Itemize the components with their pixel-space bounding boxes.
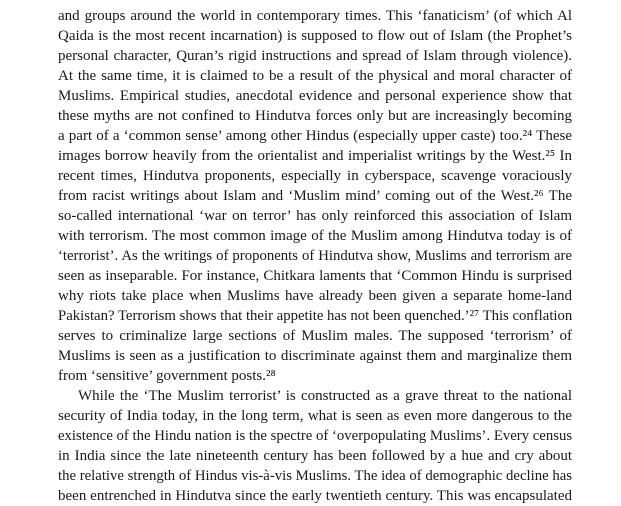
text-line: from ‘sensitive’ government posts.²⁸ <box>58 368 276 384</box>
text-line: images borrow heavily from the orientalist and imperialist writings by the West.²⁵ In <box>58 148 572 164</box>
text-line: a part of a ‘common sense’ among other Hindus (especially upper caste) too.²⁴ These <box>58 128 572 144</box>
text-line: Muslims. Empirical studies, anecdotal evidence and personal experience show that <box>58 88 572 104</box>
text-line: Muslims is seen as a justification to discriminate against them and marginalize them <box>58 348 572 364</box>
text-line: and groups around the world in contemporary times. This ‘fanaticism’ (of which Al <box>58 8 572 24</box>
text-line: from racist writings about Islam and ‘Muslim mind’ coming out of the West.²⁶ The <box>58 188 572 204</box>
paragraph-islam-myths <box>58 6 572 386</box>
text-line: seen as inseparable. For instance, Chitkara laments that ‘Common Hindu is surprised <box>58 268 572 284</box>
text-line: the relative strength of Hindus vis-à-vis Muslims. The idea of demographic decline has <box>58 468 572 484</box>
text-line: At the same time, it is claimed to be a result of the physical and moral character of <box>58 68 572 84</box>
document-page <box>58 6 572 506</box>
text-line: these myths are not confined to Hindutva forces only but are increasingly becoming <box>58 108 572 124</box>
text-line: been entrenched in Hindutva since the early twentieth century. This was encapsulated <box>58 488 572 504</box>
text-line: While the ‘The Muslim terrorist’ is constructed as a grave threat to the national <box>78 388 572 404</box>
text-line: why riots take place when Muslims have already been given a separate home-land <box>58 288 572 304</box>
paragraph-muslim-terrorist <box>58 386 572 506</box>
text-line: in India since the late nineteenth century has been followed by a hue and cry about <box>58 448 572 464</box>
text-line: recent times, Hindutva proponents, especially in cyberspace, scavenge voraciously <box>58 168 572 184</box>
text-line: with terrorism. The most common image of the Muslim among Hindutva today is of <box>58 228 572 244</box>
text-line: Pakistan? Terrorism shows that their appetite has not been quenched.’²⁷ This conflation <box>58 308 573 324</box>
text-line: personal character, Quran’s rigid instructions and spread of Islam through violence). <box>58 48 572 64</box>
text-line: serves to criminalize large sections of Muslim males. The supposed ‘terrorism’ of <box>58 328 572 344</box>
text-line: Qaida is the most recent incarnation) is supposed to flow out of Islam (the Prophet’s <box>58 28 572 44</box>
text-line: so-called international ‘war on terror’ has only reinforced this association of Islam <box>58 208 572 224</box>
text-line: existence of the Hindu nation is the spectre of ‘overpopulating Muslims’. Every census <box>58 428 573 444</box>
text-line: security of India today, in the long term, what is seen as even more dangerous to the <box>58 408 572 424</box>
text-line: ‘terrorist’. As the writings of proponents of Hindutva show, Muslims and terrorism are <box>58 248 572 264</box>
